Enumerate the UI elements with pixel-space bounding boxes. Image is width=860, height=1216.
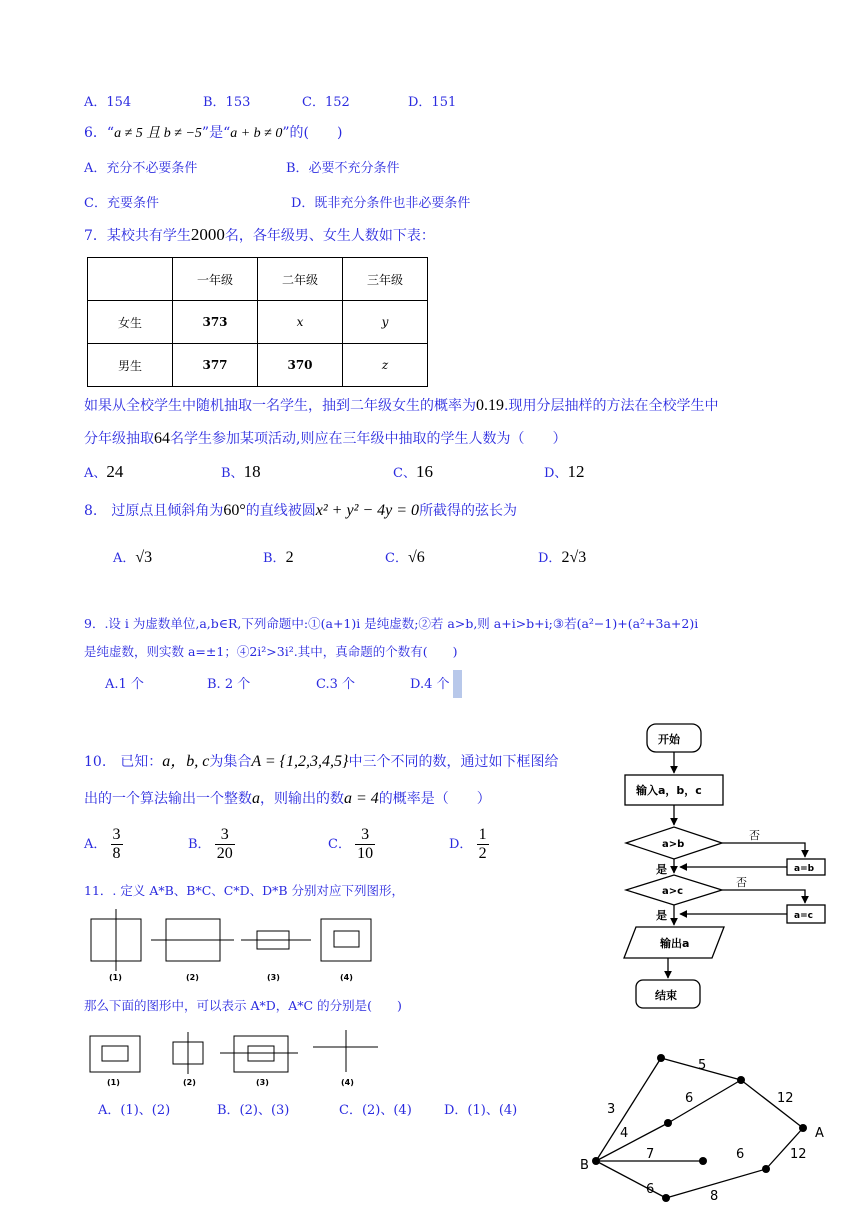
q7-option-d-label: D、 <box>544 466 568 481</box>
table-cell: y <box>343 301 428 344</box>
flowchart-input-label: 输入a，b，c <box>636 784 702 797</box>
q7-option-c-value: 16 <box>415 462 433 481</box>
flowchart-yes-2-label: 是 <box>656 909 667 922</box>
q11-stem: 11．. 定义 A*B、B*C、C*D、D*B 分别对应下列图形， <box>84 883 405 898</box>
edge-weight: 3 <box>607 1102 616 1117</box>
q7-line2-post: 名学生参加某项活动,则应在三年级中抽取的学生人数为（ ） <box>170 431 567 447</box>
q6-condition-1: a ≠ 5 且 b ≠ −5 <box>114 126 202 141</box>
q7-stem-pre: 7．某校共有学生 <box>84 228 191 244</box>
table-cell: z <box>343 344 428 387</box>
edge-weight: 7 <box>646 1147 655 1162</box>
q10-option-b-fraction <box>215 826 235 863</box>
q7-option-d-value: 12 <box>567 462 585 481</box>
option-figure-3 <box>220 1036 298 1072</box>
option-figure-label-2: (2) <box>183 1078 196 1087</box>
q10-option-a <box>84 826 123 863</box>
table-cell: 377 <box>173 344 258 387</box>
q8-option-c-value: √6 <box>407 549 425 566</box>
q8-option-b-label: B． <box>263 551 286 566</box>
q7-option-b <box>221 462 261 482</box>
q8-circle-equation: x² + y² − 4y = 0 <box>315 502 420 519</box>
fraction-denominator: 2 <box>478 845 487 862</box>
definition-figure-2 <box>151 919 234 961</box>
q10-variables: a，b, c <box>162 753 210 770</box>
table-cell: 男生 <box>88 344 173 387</box>
definition-figure-label-2: (2) <box>186 973 199 982</box>
q9-option-a: A.1 个 <box>105 677 144 692</box>
q10-stem <box>84 748 558 771</box>
q6-option-b: B．必要不充分条件 <box>286 161 400 176</box>
flowchart-output-label: 输出a <box>660 937 690 950</box>
option-figure-label-3: (3) <box>256 1078 269 1087</box>
edge-weight: 5 <box>698 1058 707 1073</box>
q6-condition-2: a + b ≠ 0 <box>230 126 283 141</box>
q10-stem-pre: 10. 已知： <box>84 754 163 770</box>
graph-node-label-b: B <box>580 1158 589 1173</box>
q7-line2-pre: 分年级抽取 <box>84 431 154 447</box>
q6-stem <box>84 122 342 142</box>
q8-option-d-label: D． <box>538 551 562 566</box>
definition-figure-1 <box>91 909 141 971</box>
q11-definition-figures <box>84 905 384 987</box>
table-row <box>88 344 428 387</box>
graph-node <box>662 1194 670 1202</box>
fraction-numerator: 3 <box>355 826 375 845</box>
q11-line2: 那么下面的图形中，可以表示 A*D，A*C 的分别是( ) <box>84 998 402 1013</box>
q10-option-b <box>188 826 235 863</box>
edge-weight: 4 <box>620 1126 629 1141</box>
q11-option-c: C．(2)、(4) <box>339 1103 412 1118</box>
definition-figure-label-1: (1) <box>109 973 122 982</box>
flowchart-cond-2-label: a>c <box>662 886 684 897</box>
option-figure-4 <box>313 1030 378 1072</box>
q10-a-variable: a <box>252 790 260 807</box>
q8-stem-mid: 的直线被圆 <box>245 503 316 519</box>
flowchart-start-label: 开始 <box>658 733 680 746</box>
option-figure-label-4: (4) <box>341 1078 354 1087</box>
graph-node-b <box>592 1157 600 1165</box>
q5-option-d: D．151 <box>408 95 457 110</box>
q9-option-c: C.3 个 <box>316 677 356 692</box>
q7-stem-post: 名，各年级男、女生人数如下表： <box>224 228 435 244</box>
q10-option-a-label: A． <box>84 837 107 852</box>
q8-stem <box>84 500 517 520</box>
q8-angle: 60° <box>223 502 246 519</box>
q7-option-b-value: 18 <box>243 462 261 481</box>
edge-weight: 6 <box>685 1091 694 1106</box>
option-figure-1 <box>90 1036 140 1072</box>
q7-probability: 0.19 <box>476 397 504 414</box>
graph-node <box>699 1157 707 1165</box>
q10-line2-mid: ，则输出的数 <box>260 791 344 807</box>
q11-option-b: B．(2)、(3) <box>217 1103 290 1118</box>
table-cell: x <box>258 301 343 344</box>
q5-option-a: A．154 <box>84 95 132 110</box>
q7-grade-table <box>87 257 428 387</box>
graph-node-label-a: A <box>815 1126 824 1141</box>
graph-node-a <box>799 1124 807 1132</box>
graph-node <box>664 1119 672 1127</box>
graph-node <box>657 1054 665 1062</box>
q8-option-a-label: A． <box>113 551 136 566</box>
q11-option-figures <box>84 1026 384 1088</box>
q6-stem-pre: 6．“ <box>84 125 115 141</box>
q10-line2 <box>84 788 491 808</box>
graph-node <box>737 1076 745 1084</box>
q5-option-c: C．152 <box>302 95 350 110</box>
table-header: 二年级 <box>258 258 343 301</box>
q7-option-a-value: 24 <box>106 462 124 481</box>
table-cell <box>88 258 173 301</box>
q7-option-b-label: B、 <box>221 466 244 481</box>
q9-line2: 是纯虚数，则实数 a=±1；④2i²>3i².其中，真命题的个数有( ) <box>84 644 458 659</box>
q8-option-b <box>263 547 294 567</box>
definition-figure-label-4: (4) <box>340 973 353 982</box>
fraction-denominator: 20 <box>216 845 233 862</box>
flowchart-no-1-label: 否 <box>749 829 760 842</box>
edge-weight: 8 <box>710 1189 719 1204</box>
flowchart-assign-2-label: a=c <box>794 911 813 921</box>
table-header: 一年级 <box>173 258 258 301</box>
q10-line2-post: 的概率是（ ） <box>378 791 491 807</box>
q10-set: A = {1,2,3,4,5} <box>251 753 349 770</box>
q9-option-b: B. 2 个 <box>207 677 251 692</box>
q10-option-d-label: D． <box>449 837 473 852</box>
table-cell: 女生 <box>88 301 173 344</box>
fraction-numerator: 3 <box>215 826 235 845</box>
definition-figure-3 <box>241 931 311 949</box>
edge-weight: 12 <box>790 1147 807 1162</box>
definition-figure-label-3: (3) <box>267 973 280 982</box>
q8-option-d-value: 2√3 <box>561 549 587 566</box>
option-figure-2 <box>173 1032 203 1074</box>
q6-stem-mid: ”是“ <box>201 125 231 141</box>
q8-stem-post: 所截得的弦长为 <box>419 503 518 519</box>
q10-option-d-fraction <box>477 826 489 863</box>
table-cell: 373 <box>173 301 258 344</box>
q8-option-a-value: √3 <box>135 549 153 566</box>
q10-stem-post: 中三个不同的数，通过如下框图给 <box>348 754 559 770</box>
graph-node <box>762 1165 770 1173</box>
edge-weight: 6 <box>736 1147 745 1162</box>
q8-option-c <box>385 547 425 567</box>
definition-figure-4 <box>321 919 371 961</box>
fraction-numerator: 3 <box>112 826 121 843</box>
q7-option-d <box>544 462 584 482</box>
q11-option-d: D．(1)、(4) <box>444 1103 518 1118</box>
q8-stem-pre: 8. 过原点且倾斜角为 <box>84 503 224 519</box>
graph-labels <box>580 1058 824 1204</box>
edge-weight: 12 <box>777 1091 794 1106</box>
fraction-denominator: 10 <box>357 845 374 862</box>
q10-condition: a = 4 <box>344 790 379 807</box>
q6-stem-post: ”的( ) <box>282 125 343 141</box>
q7-option-a <box>84 462 123 482</box>
q7-line1-pre: 如果从全校学生中随机抽取一名学生，抽到二年级女生的概率为 <box>84 398 476 414</box>
q10-option-d <box>449 826 489 863</box>
q7-line1 <box>84 395 718 415</box>
table-row <box>88 301 428 344</box>
table-cell: 370 <box>258 344 343 387</box>
table-row <box>88 258 428 301</box>
flowchart-end-label: 结束 <box>655 989 677 1002</box>
q5-option-b: B．153 <box>203 95 251 110</box>
fraction-denominator: 8 <box>112 845 121 862</box>
q10-option-c-fraction <box>355 826 375 863</box>
option-figure-labels <box>107 1078 354 1087</box>
table-header: 三年级 <box>343 258 428 301</box>
q10-option-c-label: C． <box>328 837 351 852</box>
q8-option-a <box>113 547 152 567</box>
q6-option-a: A．充分不必要条件 <box>84 161 198 176</box>
q8-option-b-value: 2 <box>285 549 294 566</box>
q7-option-c <box>393 462 433 482</box>
definition-figure-labels <box>109 973 353 982</box>
q10-option-a-fraction <box>111 826 123 863</box>
text-selection-highlight <box>453 670 462 698</box>
q7-stem <box>84 225 435 245</box>
flowchart <box>610 715 840 1015</box>
q7-line2 <box>84 428 566 448</box>
q10-stem-mid: 为集合 <box>209 754 252 770</box>
q10-line2-pre: 出的一个算法输出一个整数 <box>84 791 252 807</box>
flowchart-no-2-label: 否 <box>736 876 747 889</box>
q10-option-c <box>328 826 375 863</box>
q7-sample-size: 64 <box>154 430 170 447</box>
q9-line1: 9．.设 i 为虚数单位,a,b∈R,下列命题中:①(a+1)i 是纯虚数;②若 a>b,则 a+i>b+i;③若(a²−1)+(a²+3a+2)i <box>84 616 699 631</box>
edge-weight: 6 <box>646 1182 655 1197</box>
q7-option-c-label: C、 <box>393 466 416 481</box>
flowchart-assign-1-label: a=b <box>794 864 815 874</box>
q8-option-d <box>538 547 586 567</box>
flowchart-yes-1-label: 是 <box>656 863 667 876</box>
q6-option-c: C．充要条件 <box>84 196 159 211</box>
q9-option-d: D.4 个 <box>410 677 450 692</box>
q7-total: 2000 <box>190 225 225 244</box>
q7-line1-post: .现用分层抽样的方法在全校学生中 <box>504 398 719 414</box>
q11-option-a: A．(1)、(2) <box>98 1103 171 1118</box>
q10-option-b-label: B． <box>188 837 211 852</box>
flowchart-cond-1-label: a>b <box>662 839 685 850</box>
option-figure-label-1: (1) <box>107 1078 120 1087</box>
fraction-numerator: 1 <box>478 826 487 843</box>
q6-option-d: D．既非充分条件也非必要条件 <box>291 196 471 211</box>
network-graph <box>570 1045 840 1215</box>
q7-option-a-label: A、 <box>84 466 107 481</box>
q8-option-c-label: C． <box>385 551 408 566</box>
